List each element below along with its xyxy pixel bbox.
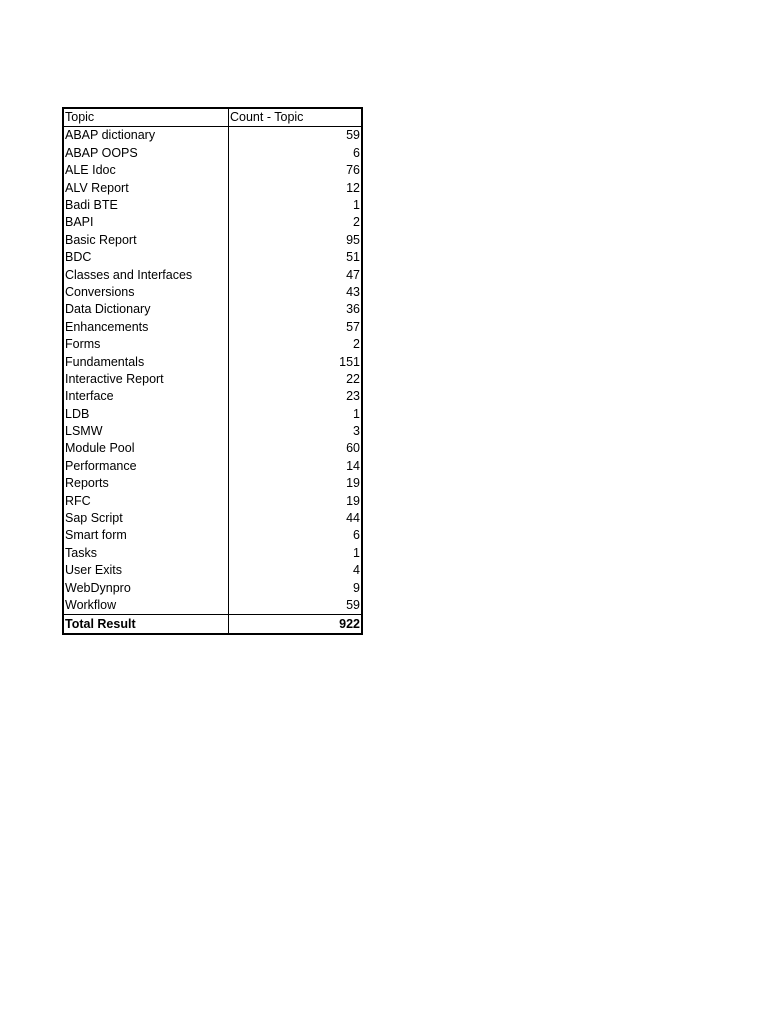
table-row (63, 231, 362, 248)
table-row (63, 249, 362, 266)
total-label: Total Result (63, 614, 229, 634)
table-row (63, 405, 362, 422)
count-cell: 36 (346, 302, 360, 317)
count-cell: 59 (346, 128, 360, 143)
count-cell: 4 (353, 563, 360, 578)
count-cell: 44 (346, 511, 360, 526)
topic-cell: Basic Report (63, 231, 229, 248)
topic-cell: Performance (63, 457, 229, 474)
topic-cell: Interface (63, 388, 229, 405)
table-row (63, 197, 362, 214)
count-cell: 6 (353, 528, 360, 543)
count-cell: 12 (346, 180, 360, 195)
topic-cell: Reports (63, 475, 229, 492)
table-row (63, 475, 362, 492)
count-cell: 151 (339, 354, 360, 369)
topic-cell: LSMW (63, 423, 229, 440)
topic-cell: Fundamentals (63, 353, 229, 370)
table-row (63, 214, 362, 231)
topic-cell: WebDynpro (63, 579, 229, 596)
table-row (63, 579, 362, 596)
count-cell: 6 (353, 145, 360, 160)
topic-cell: Smart form (63, 527, 229, 544)
header-topic: Topic (63, 108, 229, 127)
table-row (63, 179, 362, 196)
topic-cell: Badi BTE (63, 197, 229, 214)
count-cell: 95 (346, 232, 360, 247)
table-row (63, 318, 362, 335)
count-cell: 1 (353, 198, 360, 212)
count-cell: 57 (346, 319, 360, 334)
count-cell: 9 (353, 580, 360, 595)
topic-cell: ABAP dictionary (63, 127, 229, 145)
table-row (63, 162, 362, 179)
table-row (63, 266, 362, 283)
table-row (63, 353, 362, 370)
topic-cell: Sap Script (63, 510, 229, 527)
table-row (63, 440, 362, 457)
topic-cell: Forms (63, 336, 229, 353)
table-row (63, 457, 362, 474)
count-cell: 60 (346, 441, 360, 456)
count-cell: 43 (346, 284, 360, 299)
count-cell: 23 (346, 389, 360, 404)
topic-cell: ALV Report (63, 179, 229, 196)
header-row (63, 108, 362, 127)
table-row (63, 544, 362, 561)
topic-cell: Data Dictionary (63, 301, 229, 318)
total-row (63, 614, 362, 634)
table-row (63, 284, 362, 301)
count-cell: 22 (346, 371, 360, 386)
topic-cell: RFC (63, 492, 229, 509)
topic-cell: LDB (63, 405, 229, 422)
table-row (63, 127, 362, 145)
table-row (63, 388, 362, 405)
topic-cell: Conversions (63, 284, 229, 301)
count-cell: 19 (346, 476, 360, 491)
topic-cell: BAPI (63, 214, 229, 231)
count-cell: 3 (353, 424, 360, 439)
topic-cell: Interactive Report (63, 370, 229, 387)
count-cell: 2 (353, 337, 360, 352)
count-cell: 14 (346, 458, 360, 473)
topic-cell: BDC (63, 249, 229, 266)
header-count: Count - Topic (229, 108, 363, 127)
topic-cell: Classes and Interfaces (63, 266, 229, 283)
table-row (63, 562, 362, 579)
table-row (63, 510, 362, 527)
count-cell: 76 (346, 163, 360, 178)
table-row (63, 597, 362, 615)
table-row (63, 527, 362, 544)
topic-cell: Module Pool (63, 440, 229, 457)
topic-cell: ABAP OOPS (63, 144, 229, 161)
count-cell: 51 (346, 250, 360, 265)
count-cell: 47 (346, 267, 360, 282)
count-cell: 2 (353, 215, 360, 230)
table-row (63, 336, 362, 353)
count-cell: 1 (353, 406, 360, 421)
topic-cell: Tasks (63, 544, 229, 561)
count-cell: 59 (346, 597, 360, 612)
table-row (63, 370, 362, 387)
topic-cell: Workflow (63, 597, 229, 615)
table-row (63, 492, 362, 509)
topic-cell: ALE Idoc (63, 162, 229, 179)
topic-cell: User Exits (63, 562, 229, 579)
table-row (63, 301, 362, 318)
count-cell: 19 (346, 493, 360, 508)
table-row (63, 144, 362, 161)
pivot-table-body (63, 108, 362, 634)
topic-cell: Enhancements (63, 318, 229, 335)
total-count: 922 (229, 614, 363, 634)
pivot-table (62, 107, 363, 635)
count-cell: 1 (353, 545, 360, 560)
table-row (63, 423, 362, 440)
